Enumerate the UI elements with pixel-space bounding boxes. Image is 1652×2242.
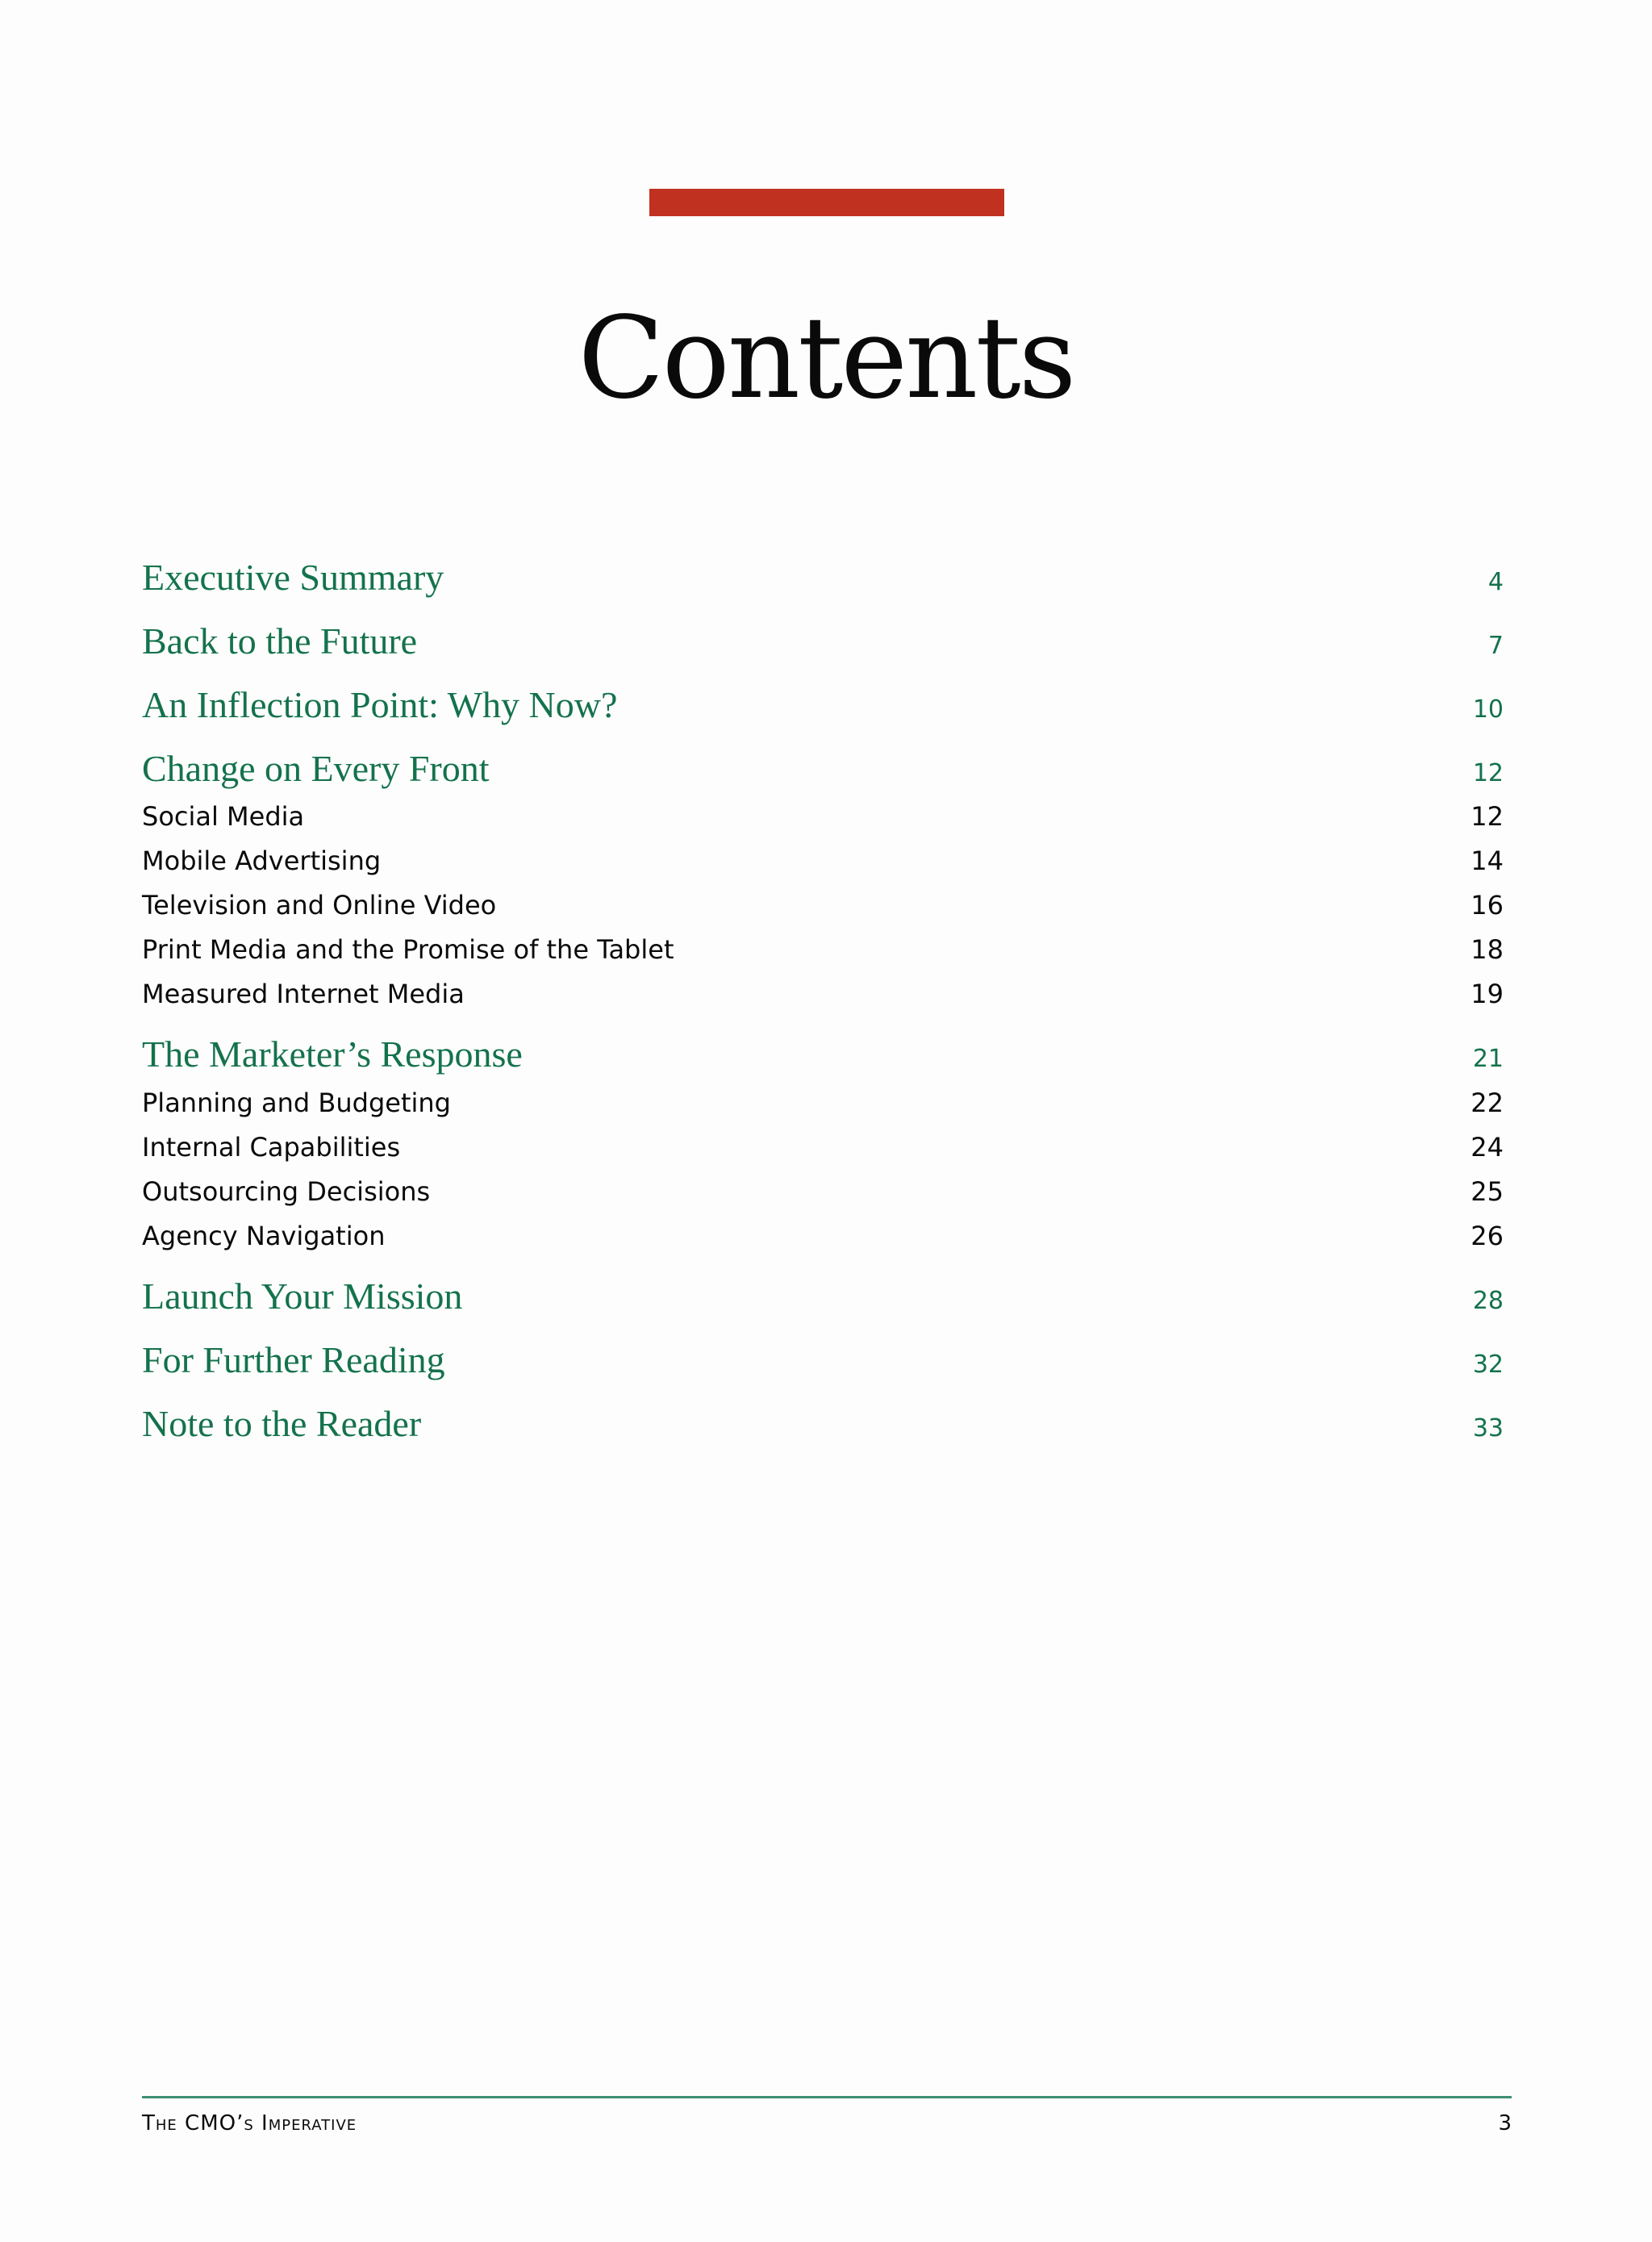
toc-entry-label: Executive Summary (142, 557, 444, 598)
toc-entry-launch-your-mission[interactable] (142, 1272, 1504, 1321)
toc-entry-page: 10 (1472, 695, 1504, 724)
footer-page-number: 3 (1498, 2111, 1512, 2136)
toc-entry-label: Television and Online Video (142, 890, 497, 921)
toc-entry-page: 18 (1471, 934, 1504, 965)
toc-entry-label: Launch Your Mission (142, 1275, 463, 1317)
toc-entry-page: 33 (1472, 1414, 1504, 1442)
toc-entry-label: Mobile Advertising (142, 845, 382, 876)
toc-entry-label: Planning and Budgeting (142, 1088, 451, 1118)
toc-entry-label: Print Media and the Promise of the Tablet (142, 934, 674, 965)
toc-entry-page: 22 (1471, 1088, 1504, 1118)
toc-subentry-mobile-advertising[interactable] (142, 843, 1504, 879)
toc-entry-label: Outsourcing Decisions (142, 1176, 431, 1207)
toc-entry-page: 16 (1471, 890, 1504, 921)
toc-entry-page: 12 (1471, 801, 1504, 832)
toc-entry-label: Note to the Reader (142, 1403, 422, 1444)
toc-subentry-outsourcing-decisions[interactable] (142, 1174, 1504, 1209)
toc-entry-label: Social Media (142, 801, 305, 832)
toc-entry-label: Internal Capabilities (142, 1132, 401, 1163)
toc-entry-change-on-every-front[interactable] (142, 745, 1504, 793)
toc-entry-back-to-the-future[interactable] (142, 617, 1504, 666)
toc-entry-inflection-point[interactable] (142, 681, 1504, 729)
toc-subentry-television-online-video[interactable] (142, 887, 1504, 923)
toc-entry-page: 28 (1472, 1287, 1504, 1315)
toc-entry-page: 7 (1487, 632, 1504, 660)
toc-entry-page: 14 (1471, 845, 1504, 876)
toc-subentry-planning-budgeting[interactable] (142, 1085, 1504, 1121)
toc-entry-marketers-response[interactable] (142, 1030, 1504, 1079)
toc-subentry-internal-capabilities[interactable] (142, 1129, 1504, 1165)
footer-publication-title: The CMO’s Imperative (142, 2111, 357, 2136)
footer-rule (142, 2096, 1512, 2098)
toc-subentry-social-media[interactable] (142, 799, 1504, 834)
toc-entry-executive-summary[interactable] (142, 553, 1504, 602)
toc-entry-page: 12 (1472, 759, 1504, 787)
toc-entry-label: Change on Every Front (142, 748, 490, 789)
toc-subentry-measured-internet-media[interactable] (142, 976, 1504, 1012)
toc-entry-note-to-reader[interactable] (142, 1400, 1504, 1448)
toc-entry-label: For Further Reading (142, 1339, 445, 1380)
toc-entry-page: 25 (1471, 1176, 1504, 1207)
toc-entry-label: Measured Internet Media (142, 979, 465, 1009)
toc-subentry-agency-navigation[interactable] (142, 1218, 1504, 1254)
toc-entry-label: Back to the Future (142, 620, 418, 662)
toc-entry-page: 19 (1471, 979, 1504, 1009)
accent-bar (649, 189, 1004, 216)
toc-entry-label: An Inflection Point: Why Now? (142, 684, 618, 725)
page-title: Contents (578, 293, 1074, 424)
toc-entry-label: The Marketer’s Response (142, 1033, 523, 1075)
toc-entry-page: 24 (1471, 1132, 1504, 1163)
toc-entry-page: 21 (1472, 1045, 1504, 1073)
toc-entry-page: 32 (1472, 1351, 1504, 1379)
toc-entry-label: Agency Navigation (142, 1221, 386, 1251)
toc-entry-further-reading[interactable] (142, 1336, 1504, 1384)
toc-entry-page: 26 (1471, 1221, 1504, 1251)
toc-subentry-print-media-tablet[interactable] (142, 932, 1504, 967)
toc-entry-page: 4 (1487, 568, 1504, 596)
